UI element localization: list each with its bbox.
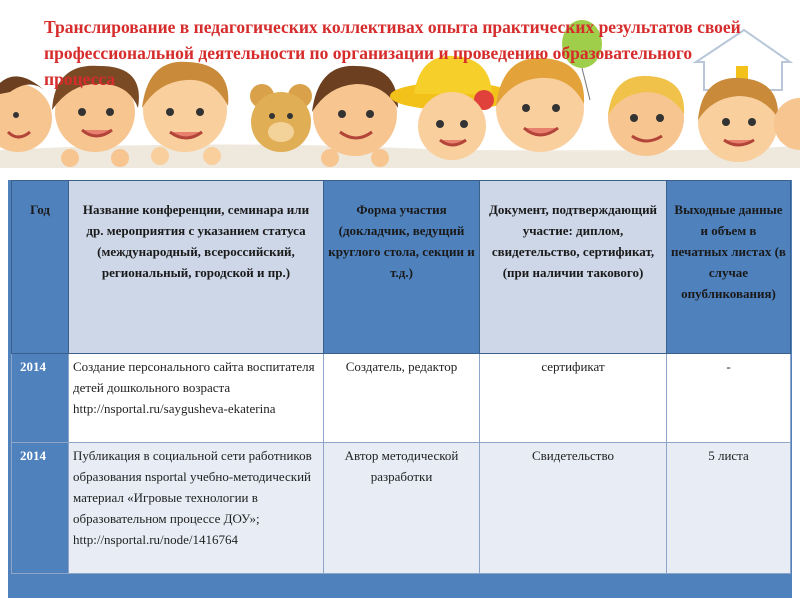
table-header-row [12, 181, 791, 354]
column-header-participation-form: Форма участия (докладчик, ведущий круглого стола, секции и т.д.) [324, 181, 480, 354]
cell-participation-form: Создатель, редактор [324, 354, 480, 443]
cell-document: Свидетельство [480, 443, 667, 574]
column-header-output: Выходные данные и объем в печатных листах (в случае опубликования) [667, 181, 791, 354]
header-banner [0, 0, 800, 178]
cell-year: 2014 [12, 443, 69, 574]
column-header-year: Год [12, 181, 69, 354]
table-row [12, 354, 791, 443]
cell-document: сертификат [480, 354, 667, 443]
column-header-event-name: Название конференции, семинара или др. мероприятия с указанием статуса (международный, всероссийский, региональный, городской и пр.) [69, 181, 324, 354]
activity-table-frame [8, 180, 792, 598]
cell-output: - [667, 354, 791, 443]
cell-event-name: Публикация в социальной сети работников образования nsportal учебно-методический материал «Игровые технологии в образовательном процессе ДОУ»; http://nsportal.ru/node/1416764 [69, 443, 324, 574]
table-row [12, 443, 791, 574]
cell-participation-form: Автор методической разработки [324, 443, 480, 574]
cell-year: 2014 [12, 354, 69, 443]
slide-title: Транслирование в педагогических коллективах опыта практических результатов своей профессиональной деятельности по организации и проведению образовательного процесса [44, 17, 741, 89]
activity-table [11, 180, 791, 574]
cell-output: 5 листа [667, 443, 791, 574]
column-header-document: Документ, подтверждающий участие: диплом, свидетельство, сертификат, (при наличии такового) [480, 181, 667, 354]
cell-event-name: Создание персонального сайта воспитателя детей дошкольного возраста http://nsportal.ru/saygusheva-ekaterina [69, 354, 324, 443]
